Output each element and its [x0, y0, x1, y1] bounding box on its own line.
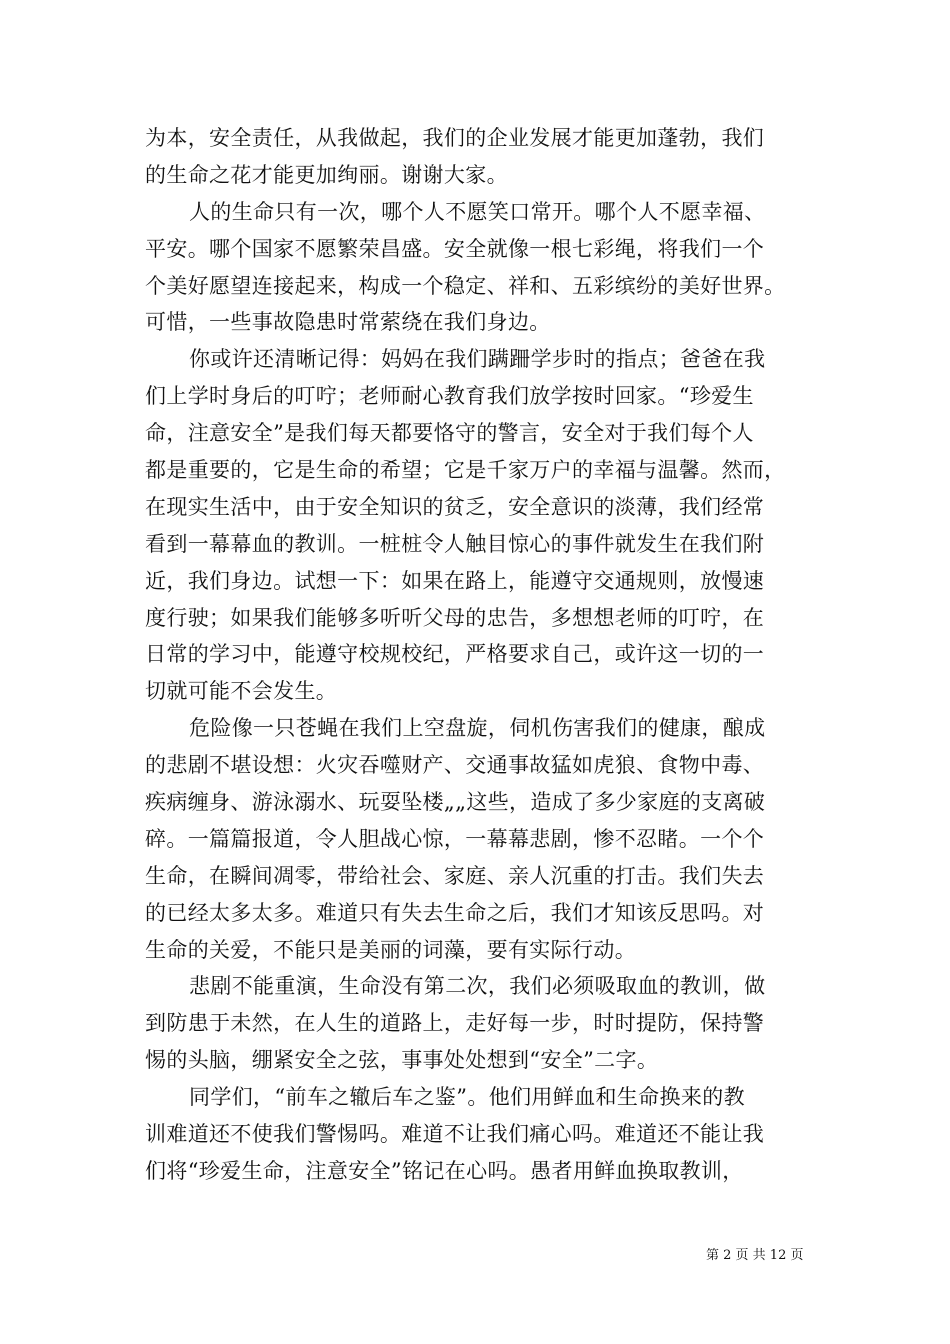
text-line: 的生命之花才能更加绚丽。谢谢大家。 [145, 162, 508, 187]
text-line: 生命的关爱，不能只是美丽的词藻，要有实际行动。 [145, 937, 637, 962]
text-line: 度行驶；如果我们能够多听听父母的忠告，多想想老师的叮咛，在 [145, 605, 765, 630]
text-line: 训难道还不使我们警惕吗。难道不让我们痛心吗。难道还不能让我 [145, 1122, 765, 1147]
text-line: 你或许还清晰记得：妈妈在我们蹒跚学步时的指点；爸爸在我 [189, 347, 766, 372]
text-line: 都是重要的，它是生命的希望；它是千家万户的幸福与温馨。然而， [145, 458, 786, 483]
text-line: 惕的头脑，绷紧安全之弦，事事处处想到“安全”二字。 [145, 1048, 659, 1073]
text-line: 的已经太多太多。难道只有失去生命之后，我们才知该反思吗。对 [145, 900, 765, 925]
text-line: 们上学时身后的叮咛；老师耐心教育我们放学按时回家。“珍爱生 [145, 384, 754, 409]
text-line: 同学们，“前车之辙后车之鉴”。他们用鲜血和生命换来的教 [189, 1085, 745, 1110]
text-line: 在现实生活中，由于安全知识的贫乏，安全意识的淡薄，我们经常 [145, 494, 765, 519]
text-line: 可惜，一些事故隐患时常萦绕在我们身边。 [145, 310, 551, 335]
text-line: 为本，安全责任，从我做起，我们的企业发展才能更加蓬勃，我们 [145, 126, 765, 150]
text-line: 个美好愿望连接起来，构成一个稳定、祥和、五彩缤纷的美好世界。 [145, 273, 786, 298]
text-line: 悲剧不能重演，生命没有第二次，我们必须吸取血的教训，做 [189, 974, 766, 999]
text-line: 的悲剧不堪设想：火灾吞噬财产、交通事故猛如虎狼、食物中毒、 [145, 753, 765, 778]
text-line: 日常的学习中，能遵守校规校纪，严格要求自己，或许这一切的一 [145, 642, 765, 667]
text-line: 们将“珍爱生命，注意安全”铭记在心吗。愚者用鲜血换取教训， [145, 1158, 744, 1183]
text-line: 危险像一只苍蝇在我们上空盘旋，伺机伤害我们的健康，酿成 [189, 716, 766, 741]
text-line: 命，注意安全”是我们每天都要恪守的警言，安全对于我们每个人 [145, 421, 754, 446]
text-line: 人的生命只有一次，哪个人不愿笑口常开。哪个人不愿幸福、 [189, 199, 766, 224]
text-line: 碎。一篇篇报道，令人胆战心惊，一幕幕悲剧，惨不忍睹。一个个 [145, 826, 765, 851]
text-line: 平安。哪个国家不愿繁荣昌盛。安全就像一根七彩绳，将我们一个 [145, 236, 765, 261]
text-line: 切就可能不会发生。 [145, 679, 338, 704]
text-line: 近，我们身边。试想一下：如果在路上，能遵守交通规则，放慢速 [145, 568, 765, 593]
text-line: 看到一幕幕血的教训。一桩桩令人触目惊心的事件就发生在我们附 [145, 531, 765, 556]
text-line: 疾病缠身、游泳溺水、玩耍坠楼„„这些，造成了多少家庭的支离破 [145, 790, 766, 815]
text-line: 到防患于未然，在人生的道路上，走好每一步，时时提防，保持警 [145, 1011, 765, 1036]
text-line: 生命，在瞬间凋零，带给社会、家庭、亲人沉重的打击。我们失去 [145, 863, 765, 888]
page-number: 第 2 页 共 12 页 [706, 1248, 804, 1263]
body-text [145, 120, 810, 1190]
